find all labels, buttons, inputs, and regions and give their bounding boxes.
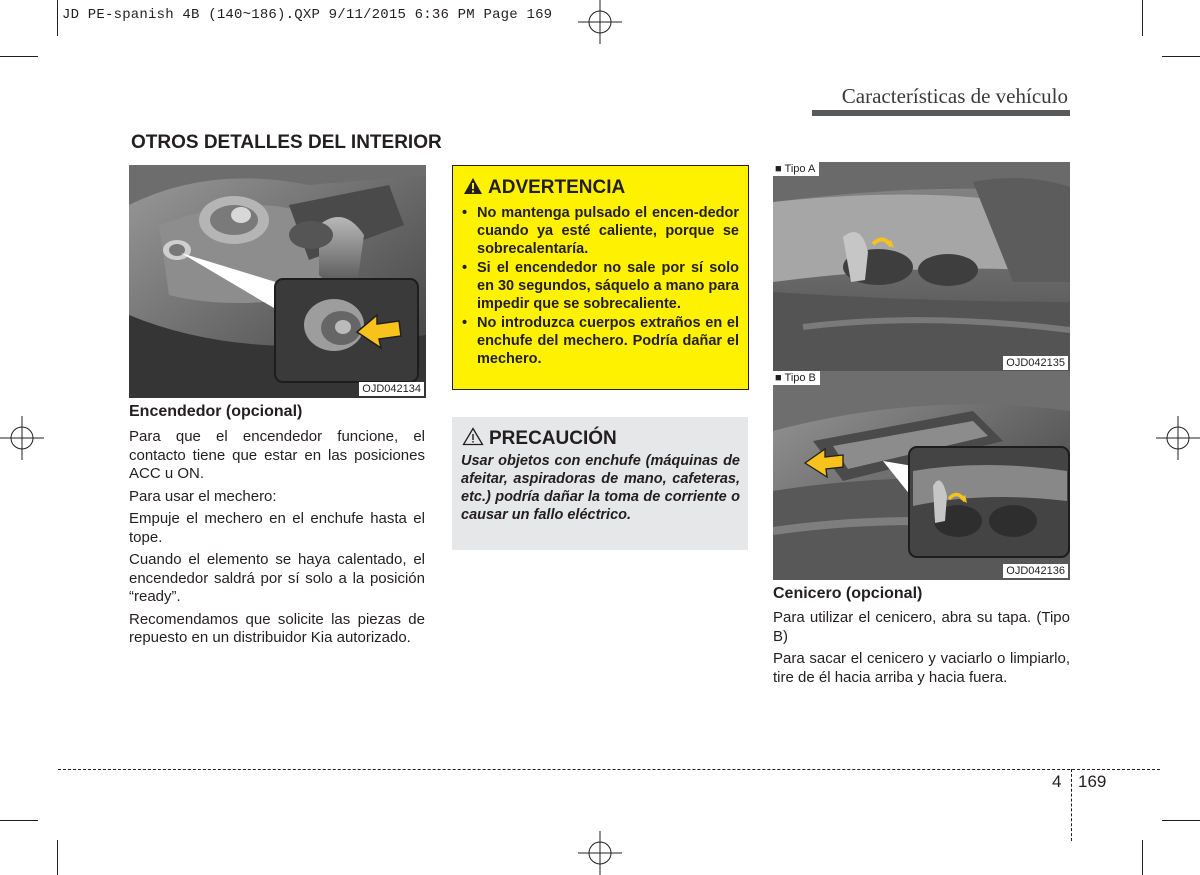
crop-mark [57, 840, 58, 875]
crop-mark [1142, 0, 1143, 36]
footer-separator [1071, 769, 1072, 841]
figure-code: OJD042134 [359, 382, 424, 396]
caution-text: Usar objetos con enchufe (máquinas de afeitar, aspiradoras de mano, cafeteras, etc.) podría dañar la toma de corriente o causar un fallo eléctrico. [461, 453, 740, 523]
caution-title: PRECAUCIÓN [489, 428, 617, 449]
lighter-paragraph: Recomendamos que solicite las piezas de repuesto en un distribuidor Kia autorizado. [129, 610, 425, 646]
registration-mark-icon [0, 416, 44, 460]
crop-mark [1142, 840, 1143, 875]
lighter-paragraph: Para usar el mechero: [129, 487, 277, 505]
warning-item-text: No mantenga pulsado el encen-dedor cuando ya esté caliente, porque se sobrecalentaría. [477, 205, 739, 257]
lighter-figure [129, 165, 426, 398]
section-heading: OTROS DETALLES DEL INTERIOR [131, 132, 442, 153]
crop-mark [0, 56, 38, 57]
registration-mark-icon [1156, 416, 1200, 460]
caution-box [452, 417, 748, 550]
ashtray-paragraph: Para sacar el cenicero y vaciarlo o limpiarlo, tire de él hacia arriba y hacia fuera. [773, 650, 1070, 686]
crop-mark [1162, 820, 1200, 821]
figure-type-tag: ■ Tipo A [773, 162, 819, 176]
ashtray-b-figure [773, 371, 1070, 580]
footer-rule [58, 769, 1160, 770]
registration-mark-icon [578, 0, 622, 44]
warning-triangle-icon [463, 177, 483, 195]
warning-title: ADVERTENCIA [488, 177, 626, 198]
crop-mark [1162, 56, 1200, 57]
lighter-illustration [129, 165, 426, 398]
ashtray-title: Cenicero (opcional) [773, 585, 923, 602]
lighter-body [129, 428, 425, 652]
warning-item-text: No introduzca cuerpos extraños en el enchufe del mechero. Podría dañar el mechero. [477, 315, 739, 367]
bullet: • [462, 315, 468, 331]
lighter-title: Encendedor (opcional) [129, 403, 303, 420]
ashtray-a-illustration [773, 162, 1070, 372]
lighter-paragraph: Para que el encendedor funcione, el contacto tiene que estar en las posiciones ACC u ON. [129, 428, 425, 482]
figure-code: OJD042135 [1003, 356, 1068, 370]
caution-triangle-icon [462, 427, 484, 446]
warning-item [461, 204, 739, 258]
ashtray-body [773, 609, 1070, 691]
ashtray-a-figure [773, 162, 1070, 372]
ashtray-paragraph: Para utilizar el cenicero, abra su tapa. (Tipo B) [773, 609, 1070, 645]
warning-heading [463, 177, 625, 199]
lighter-paragraph: Cuando el elemento se haya calentado, el encendedor saldrá por sí solo a la posición “ready”. [129, 551, 425, 605]
warning-item-text: Si el encendedor no sale por sí solo en 30 segundos, sáquelo a mano para impedir que se sobrecaliente. [477, 260, 739, 312]
chapter-title: Características de vehículo [841, 84, 1068, 108]
lighter-paragraph: Empuje el mechero en el enchufe hasta el tope. [129, 510, 425, 546]
warning-item [461, 259, 739, 313]
chapter-rule [812, 110, 1070, 116]
crop-mark [57, 0, 58, 36]
registration-mark-icon [578, 831, 622, 875]
warning-item [461, 314, 739, 368]
print-slug: JD PE-spanish 4B (140~186).QXP 9/11/2015 6:36 PM Page 169 [62, 7, 553, 23]
ashtray-b-illustration [773, 371, 1070, 580]
chapter-number: 4 [1052, 772, 1062, 791]
caution-heading [462, 427, 617, 450]
figure-code: OJD042136 [1003, 564, 1068, 578]
page-number: 169 [1078, 772, 1107, 791]
bullet: • [462, 205, 468, 221]
warning-box [452, 165, 749, 390]
crop-mark [0, 820, 38, 821]
figure-type-tag: ■ Tipo B [773, 371, 820, 385]
bullet: • [462, 260, 468, 276]
warning-list [461, 204, 739, 369]
